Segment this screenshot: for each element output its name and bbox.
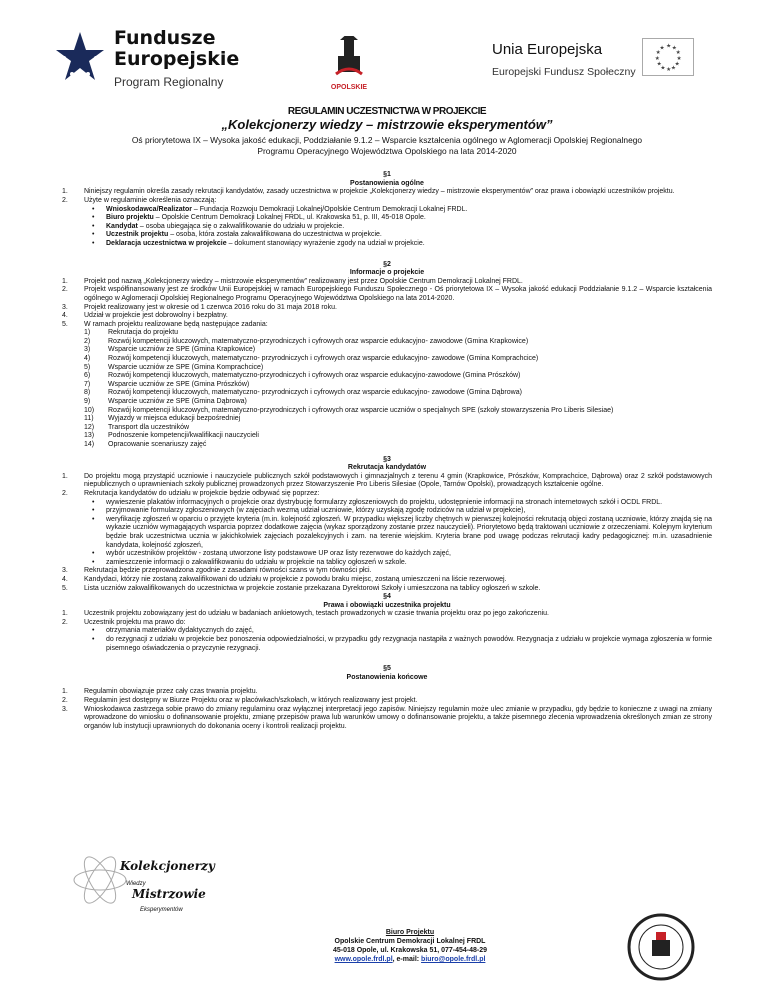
opolskie-emblem-icon <box>314 36 384 84</box>
bullet-item: • Uczestnik projektu – osoba, która została zakwalifikowana do uczestnictwa w projekcie. <box>62 231 712 240</box>
bullet-item: • Deklaracja uczestnictwa w projekcie – dokument stanowiący wyrażenie zgody na udział w projekcie. <box>62 240 712 249</box>
task-item: 6) Rozwój kompetencji kluczowych, matematyczno-przyrodniczych i cyfrowych oraz wsparcie edukacyjno-zawodowe (Gmina Prószków) <box>84 372 521 380</box>
section-4-title: Prawa i obowiązki uczestnika projektu <box>323 601 451 609</box>
section-4-number: §4 <box>383 593 391 601</box>
task-item: 9) Wsparcie uczniów ze SPE (Gmina Dąbrowa) <box>84 398 247 406</box>
list-item: 2. Użyte w regulaminie określenia oznaczają: <box>62 196 217 204</box>
website-link[interactable]: www.opole.frdl.pl <box>334 956 393 963</box>
section-3-number: §3 <box>383 455 391 463</box>
list-item: 2. Rekrutacja kandydatów do udziału w projekcie będzie odbywać się poprzez: <box>62 489 320 497</box>
task-list <box>62 329 712 449</box>
list-item: 5. Lista uczniów zakwalifikowanych do uczestnictwa w projekcie zostanie przekazana Dyrektorowi Szkoły i umieszczona na tablicy ogłoszeń w szkole. <box>62 584 541 592</box>
task-item: 7) Wsparcie uczniów ze SPE (Gmina Prószków) <box>84 380 250 388</box>
unia-europejska-logo <box>492 28 722 100</box>
svg-text:★: ★ <box>655 50 661 57</box>
office-line2: 45-018 Opole, ul. Krakowska 51, 077-454-48-29 <box>332 947 488 954</box>
section-2-number: §2 <box>383 260 391 268</box>
eu-flag-icon <box>642 38 694 76</box>
list-item: 5. W ramach projektu realizowane będą następujące zadania: <box>62 320 268 328</box>
list-item: 4. Kandydaci, którzy nie zostaną zakwalifikowani do udziału w projekcie z powodu braku miejsc, zostaną umieszczeni na liście rezerwowej. <box>62 575 507 583</box>
project-subtitle: „Kolekcjonerzy wiedzy – mistrzowie eksperymentów” <box>221 116 553 132</box>
list-item: 2. Regulamin jest dostępny w Biurze Projektu oraz w placówkach/szkołach, w których realizowany jest projekt. <box>62 697 418 705</box>
section-5-title: Postanowienia końcowe <box>346 673 428 681</box>
task-item: 1) Rekrutacja do projektu <box>84 329 179 337</box>
task-item: 8) Rozwój kompetencji kluczowych, matematyczno- przyrodniczych i cyfrowych oraz wsparcie edukacyjno- zawodowe (Gmina Dąbrowa) <box>84 389 522 397</box>
bullet-item: • wywieszenie plakatów informacyjnych o projekcie oraz dystrybucję formularzy zgłoszeniowych do projektu, udostępnienie informacji na stronach internetowych szkół i OCDL FRDL. <box>62 499 712 508</box>
eu-line2: Europejski Fundusz Społeczny <box>492 66 636 78</box>
fe-star-icon <box>52 28 108 88</box>
task-item: 13) Podnoszenie kompetencji/kwalifikacji nauczycieli <box>84 432 259 440</box>
task-item: 4) Rozwój kompetencji kluczowych, matematyczno- przyrodniczych i cyfrowych oraz wsparcie edukacyjno- zawodowe (Gmina Komprachcice) <box>84 355 539 363</box>
bullet-item: • Kandydat – osoba ubiegająca się o zakwalifikowanie do udziału w projekcie. <box>62 223 712 232</box>
office-line1: Opolskie Centrum Demokracji Lokalnej FRDL <box>334 938 486 945</box>
list-item: 1. Projekt pod nazwą „Kolekcjonerzy wiedzy – mistrzowie eksperymentów” realizowany jest przez Opolskie Centrum Demokracji Lokalnej FRDL. <box>62 277 523 285</box>
task-item: 10) Rozwój kompetencji kluczowych, matematyczno-przyrodniczych i cyfrowych oraz wsparcie uczniów o specjalnych SPE (szkoły stowarzyszenia Pro Liberis Silesiae) <box>84 406 614 414</box>
svg-text:★: ★ <box>660 65 666 72</box>
stamp-logo <box>626 912 696 982</box>
logo-line4: Eksperymentów <box>140 907 183 913</box>
list-item: 1. Do projektu mogą przystąpić uczniowie i nauczyciele publicznych szkół podstawowych i gimnazjalnych z terenu 4 gmin (Krapkowice, Prószków, Komprachcice, Dąbrowa) oraz 2 szkół podstawowych niepublicznych o uprawnieniach szkoły publicznej prowadzonych przez Stowarzyszenie Pro Liberis Silesiae (Opole, Tarnów Opolski), prowadzących kształcenie ogólne. <box>62 472 712 489</box>
svg-text:★: ★ <box>670 65 676 72</box>
logo-line2: Wiedzy <box>126 881 146 887</box>
document-body <box>62 108 712 731</box>
section-1-title: Postanowienia ogólne <box>350 179 424 187</box>
bullet-item: • Wnioskodawca/Realizator – Fundacja Rozwoju Demokracji Lokalnej/Opolskie Centrum Demokracji Lokalnej FRDL. <box>62 206 712 215</box>
bullet-item: • przyjmowanie formularzy zgłoszeniowych (w zajęciach wezmą udział uczniowie, którzy uzyskają zgodę rodziców na udział w projekcie), <box>62 507 712 516</box>
svg-text:★: ★ <box>671 45 677 52</box>
fe-line3: Program Regionalny <box>114 75 224 89</box>
bullet-item: • otrzymania materiałów dydaktycznych do zajęć, <box>62 627 712 636</box>
bullet-item: • weryfikację zgłoszeń w oparciu o przyjęte kryteria (m.in. kolejność zgłoszeń. W przypadku większej liczby chętnych w pierwszej kolejności rekrutacją objęci zostaną uczniowie, którzy znajdą się na wykazie uczniów wymagających wsparcia poprzez dodatkowe zajęcia (wykaz sporządzony zostanie przez nauczycieli). Priorytetowo będą traktowani uczniowie z orzeczeniami. Kolejnym kryterium będzie brak uczestnictwa ucznia w jakichkolwiek zajęciach pozalekcyjnych i zam. na terenie wiejskim. Kryteria brane pod uwagę podczas rekrutacji kadry pedagogicznej: m.in. uzasadnienie kandydata, kolejność zgłoszeń, <box>62 516 712 550</box>
section-1-number: §1 <box>383 171 391 179</box>
bullet-item: • do rezygnacji z udziału w projekcie bez ponoszenia odpowiedzialności, w przypadku gdy rezygnacja nastąpiła z ważnych powodów. Rezygnacja z udziału w projekcie wymaga zgłoszenia w formie pisemnego oświadczenia o przyczynie rezygnacji. <box>62 636 712 653</box>
office-contact: www.opole.frdl.pl, e-mail: biuro@opole.frdl.pl <box>334 956 486 963</box>
list-item: 3. Projekt realizowany jest w okresie od 1 czerwca 2016 roku do 31 maja 2018 roku. <box>62 303 337 311</box>
page-title: REGULAMIN UCZESTNICTWA W PROJEKCIE <box>287 106 487 117</box>
section-5-number: §5 <box>383 665 391 673</box>
list-item: 2. Uczestnik projektu ma prawo do: <box>62 618 186 626</box>
eu-line1: Unia Europejska <box>492 41 603 58</box>
list-item: 1. Uczestnik projektu zobowiązany jest do udziału w badaniach ankietowych, testach prowadzonych w czasie trwania projektu oraz po jego zakończeniu. <box>62 610 549 618</box>
svg-text:★: ★ <box>675 50 681 57</box>
section-3-title: Rekrutacja kandydatów <box>347 464 427 472</box>
program-description: Oś priorytetowa IX – Wysoka jakość edukacji, Poddziałanie 9.1.2 – Wsparcie kształcenia ogólnego w Aglomeracji Opolskiej Regionalnego Programu Operacyjnego Województwa Opolskiego na lata 2014-2020 <box>131 135 643 157</box>
section-2-title: Informacje o projekcie <box>349 269 425 277</box>
svg-text:★: ★ <box>659 45 665 52</box>
logo-line1: Kolekcjonerzy <box>120 859 215 873</box>
list-item: 1. Regulamin obowiązuje przez cały czas trwania projektu. <box>62 688 258 696</box>
logo-bar <box>52 20 722 102</box>
project-office-info <box>290 928 530 964</box>
list-item: 2. Projekt współfinansowany jest ze środków Unii Europejskiej w ramach Europejskiego Funduszu Społecznego - Oś priorytetowa IX – Wysoka jakość edukacji Poddziałanie 9.1.2 – Wsparcie kształcenia ogólnego w Aglomeracji Opolskiej Regionalnego Programu Operacyjnego Województwa Opolskiego na lata 2014-2020. <box>62 286 712 302</box>
list-item: 3. Wnioskodawca zastrzega sobie prawo do zmiany regulaminu oraz wyłącznej interpretacji jego zapisów. Niniejszy regulamin może ulec zmianie w przypadku, gdy będzie to konieczne z uwagi na zmiany wprowadzone do wniosku o dofinansowanie projektu, zmianę przepisów prawa lub warunków umowy o dofinansowanie projektu, a także pisemnego zlecenia wprowadzenia określonych zmian ze strony organów lub instytucji uprawnionych do dokonania oceny i kontroli realizacji projektu. <box>62 705 712 730</box>
fundusze-europejskie-logo <box>52 28 242 100</box>
svg-text:★: ★ <box>654 55 660 62</box>
svg-text:★: ★ <box>666 43 672 50</box>
opolskie-label: OPOLSKIE <box>330 84 368 91</box>
svg-text:★: ★ <box>656 61 662 68</box>
logo-line3: Mistrzowie <box>132 887 206 901</box>
task-item: 12) Transport dla uczestników <box>84 423 190 431</box>
email-link[interactable]: biuro@opole.frdl.pl <box>421 956 486 963</box>
task-item: 3) Wsparcie uczniów ze SPE (Gmina Krapkowice) <box>84 346 256 354</box>
task-item: 2) Rozwój kompetencji kluczowych, matematyczno-przyrodniczych i cyfrowych oraz wsparcie edukacyjno- zawodowe (Gmina Krapkowice) <box>84 337 529 345</box>
task-item: 5) Wsparcie uczniów ze SPE (Gmina Komprachcice) <box>84 363 264 371</box>
stamp-icon <box>626 912 696 982</box>
list-item: 1. Niniejszy regulamin określa zasady rekrutacji kandydatów, zasady uczestnictwa w projekcie „Kolekcjonerzy wiedzy – mistrzowie eksperymentów” oraz prawa i obowiązki uczestników projektu. <box>62 188 675 196</box>
list-item: 4. Udział w projekcie jest dobrowolny i bezpłatny. <box>62 312 228 320</box>
svg-text:★: ★ <box>666 67 672 74</box>
task-item: 14) Opracowanie scenariuszy zajęć <box>84 441 207 448</box>
bullet-item: • Biuro projektu – Opolskie Centrum Demokracji Lokalnej FRDL, ul. Krakowska 51, p. III, 45-018 Opole. <box>62 214 712 223</box>
list-item: 3. Rekrutacja będzie przeprowadzona zgodnie z zasadami równości szans w tym równości płci. <box>62 567 372 575</box>
office-title: Biuro Projektu <box>385 929 435 936</box>
bullet-item: • wybór uczestników projektów - zostaną utworzone listy podstawowe UP oraz listy rezerwowe do każdych zajęć, <box>62 550 712 559</box>
svg-text:★: ★ <box>674 61 680 68</box>
opolskie-logo <box>314 36 384 100</box>
svg-text:★: ★ <box>676 55 682 62</box>
task-item: 11) Wyjazdy w miejsca edukacji bezpośredniej <box>84 415 241 423</box>
bullet-item: • zamieszczenie informacji o zakwalifikowaniu do udziału w projekcie na tablicy ogłoszeń w szkole. <box>62 559 712 568</box>
fe-line2: Europejskie <box>114 48 240 70</box>
kolekcjonerzy-logo <box>70 820 220 970</box>
fe-line1: Fundusze <box>114 27 216 49</box>
